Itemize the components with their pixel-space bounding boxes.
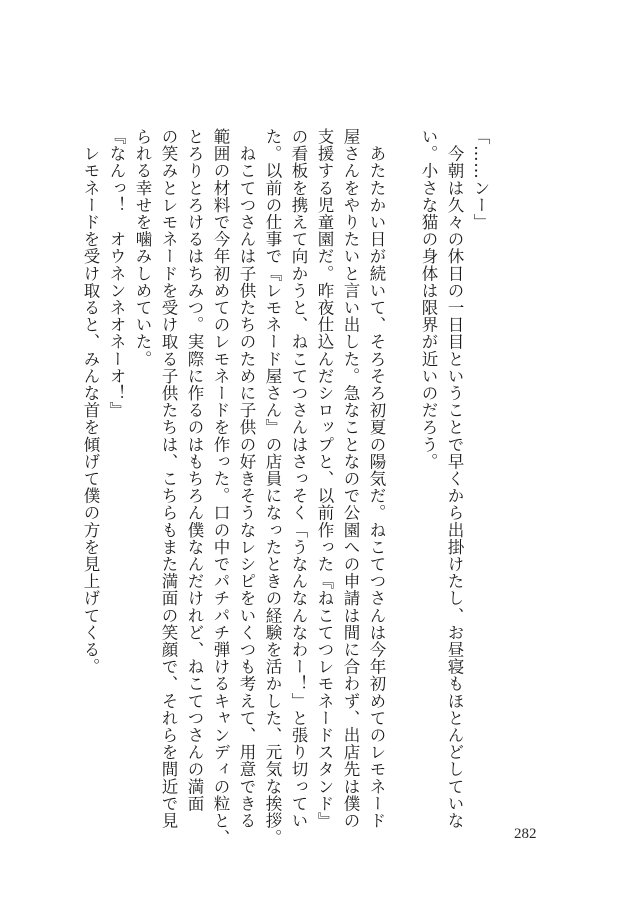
text-line: 「……ンー」 (471, 128, 490, 231)
blank-line (389, 128, 415, 788)
text-line: とろりとろけるはちみつ。実際に作るのはもちろん僕なんだけれど、ねこてつさんの満面 (185, 128, 204, 812)
text-line: 範囲の材料で今年初めてのレモネードを作った。口の中でパチパチ弾けるキャンディの粒と、 (211, 128, 230, 847)
text-line: あたたかい日が続いて、そろそろ初夏の陽気だ。ねこてつさんは今年初めてのレモネード (367, 128, 386, 830)
text-line: た。以前の仕事で『レモネード屋さん』の店員になったときの経験を活かした、元気な挨拶。 (263, 128, 282, 847)
text-line: 支援する児童園だ。昨夜仕込んだシロップと、以前作った『ねこてつレモネードスタンド』 (315, 128, 334, 830)
text-line: 『なんっ！ オウネンネオネーオ！』 (107, 128, 126, 419)
text-line: 今朝は久々の休日の一日目ということで早くから出掛けたし、お昼寝もほとんどしていな (445, 128, 464, 830)
text-line: ねこてつさんは子供たちのために子供の好きそうなレシピをいくつも考えて、用意できる (237, 128, 256, 830)
text-line: の看板を携えて向かうと、ねこてつさんはさっそく「うなんなんなわー！」と張り切ってい (289, 128, 308, 830)
text-line: られる幸せを噛みしめていた。 (133, 128, 152, 368)
text-line: 屋さんをやりたいと言い出した。急なことなので公園への申請は間に合わず、出店先は僕の (341, 128, 360, 830)
vertical-text-body (33, 128, 493, 847)
text-line: い。小さな猫の身体は限界が近いのだろう。 (419, 128, 438, 470)
text-line: レモネードを受け取ると、みんな首を傾げて僕の方を見上げてくる。 (81, 128, 100, 676)
text-line: の笑みとレモネードを受け取る子供たちは、こちらもまた満面の笑顔で、それらを間近で見 (159, 128, 178, 830)
page-number: 282 (514, 826, 537, 842)
